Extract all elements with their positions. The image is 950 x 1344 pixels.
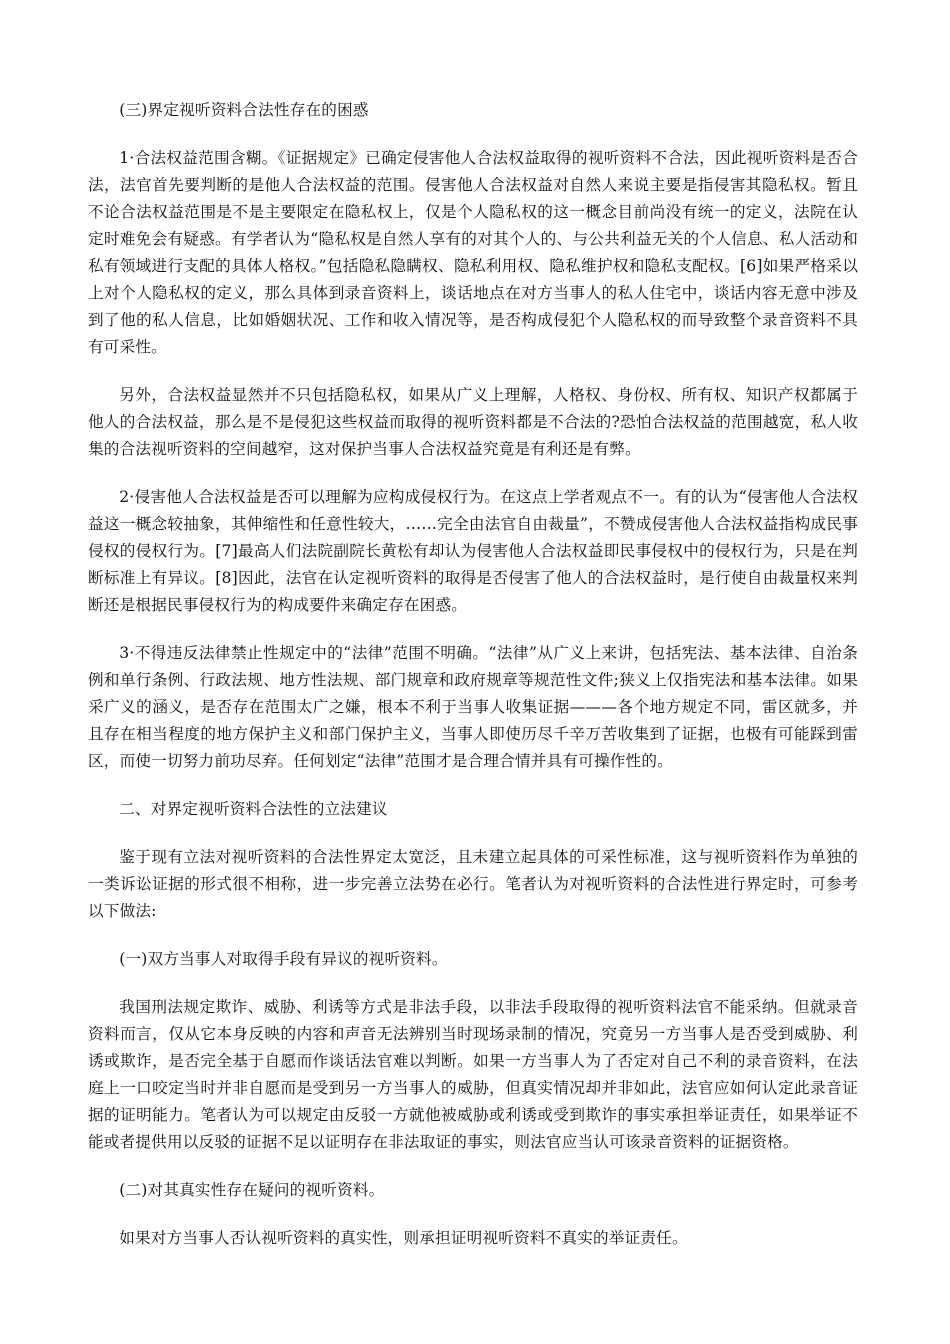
paragraph-law-scope: 3·不得违反法律禁止性规定中的“法律”范围不明确。“法律”从广义上来讲，包括宪法、基本法律、自治条例和单行条例、行政法规、地方性法规、部门规章和政府规章等规范性文件;狭义上仅指宪法和基本法律。如果采广义的涵义，是否存在范围太广之嫌，根本不利于当事人收集证据———各个地方规定不同，雷区就多，并且存在相当程度的地方保护主义和部门保护主义，当事人即使历尽千辛万苦收集到了证据，也极有可能踩到雷区，而使一切努力前功尽弃。任何划定“法律”范围才是合理合情并具有可操作性的。 [88,644,858,770]
section-heading-difficulties: (三)界定视听资料合法性存在的困惑 [119,101,369,119]
subheading-disputed-means: (一)双方当事人对取得手段有异议的视听资料。 [119,950,448,968]
paragraph-disputed-means: 我国刑法规定欺诈、威胁、利诱等方式是非法手段，以非法手段取得的视听资料法官不能采纳。但就录音资料而言，仅从它本身反映的内容和声音无法辨别当时现场录制的情况，究竟另一方当事人是否受到威胁、利诱或欺诈，是否完全基于自愿而作谈话法官难以判断。如果一方当事人为了否定对自己不利的录音资料，在法庭上一口咬定当时并非自愿而是受到另一方当事人的威胁，但真实情况却并非如此，法官应如何认定此录音证据的证明能力。笔者认为可以规定由反驳一方就他被威胁或利诱或受到欺诈的事实承担举证责任，如果举证不能或者提供用以反驳的证据不足以证明存在非法取证的事实，则法官应当认可该录音资料的证据资格。 [88,998,858,1151]
paragraph-tort-interpretation: 2·侵害他人合法权益是否可以理解为应构成侵权行为。在这点上学者观点不一。有的认为“侵害他人合法权益这一概念较抽象，其伸缩性和任意性较大，……完全由法官自由裁量”，不赞成侵害他人合法权益指构成民事侵权的侵权行为。[7]最高人们法院副院长黄松有却认为侵害他人合法权益即民事侵权中的侵权行为，只是在判断标准上有异议。[8]因此，法官在认定视听资料的取得是否侵害了他人的合法权益时，是行使自由裁量权来判断还是根据民事侵权行为的构成要件来确定存在困惑。 [88,488,858,614]
paragraph-legitimate-rights-scope: 1·合法权益范围含糊。《证据规定》已确定侵害他人合法权益取得的视听资料不合法，因此视听资料是否合法，法官首先要判断的是他人合法权益的范围。侵害他人合法权益对自然人来说主要是指侵害其隐私权。暂且不论合法权益范围是不是主要限定在隐私权上，仅是个人隐私权的这一概念目前尚没有统一的定义，法院在认定时难免会有疑惑。有学者认为“隐私权是自然人享有的对其个人的、与公共利益无关的个人信息、私人活动和私有领域进行支配的具体人格权。”包括隐私隐瞒权、隐私利用权、隐私维护权和隐私支配权。[6]如果严格采以上对个人隐私权的定义，那么具体到录音资料上，谈话地点在对方当事人的私人住宅中，谈话内容无意中涉及到了他的私人信息，比如婚姻状况、工作和收入情况等，是否构成侵犯个人隐私权的而导致整个录音资料不具有可采性。 [88,149,858,356]
subheading-authenticity-doubt: (二)对其真实性存在疑问的视听资料。 [119,1181,385,1199]
document-body [88,97,858,1273]
section-heading-legislative-suggestions: 二、对界定视听资料合法性的立法建议 [119,800,388,818]
paragraph-other-rights: 另外，合法权益显然并不只包括隐私权，如果从广义上理解，人格权、身份权、所有权、知识产权都属于他人的合法权益，那么是不是侵犯这些权益而取得的视听资料都是不合法的?恐怕合法权益的范围越宽，私人收集的合法视听资料的空间越窄，这对保护当事人合法权益究竟是有利还是有弊。 [88,386,858,458]
paragraph-authenticity-doubt: 如果对方当事人否认视听资料的真实性，则承担证明视听资料不真实的举证责任。 [119,1229,688,1247]
paragraph-suggestion-intro: 鉴于现有立法对视听资料的合法性界定太宽泛，且未建立起具体的可采性标准，这与视听资料作为单独的一类诉讼证据的形式很不相称，进一步完善立法势在必行。笔者认为对视听资料的合法性进行界定时，可参考以下做法: [88,848,858,920]
